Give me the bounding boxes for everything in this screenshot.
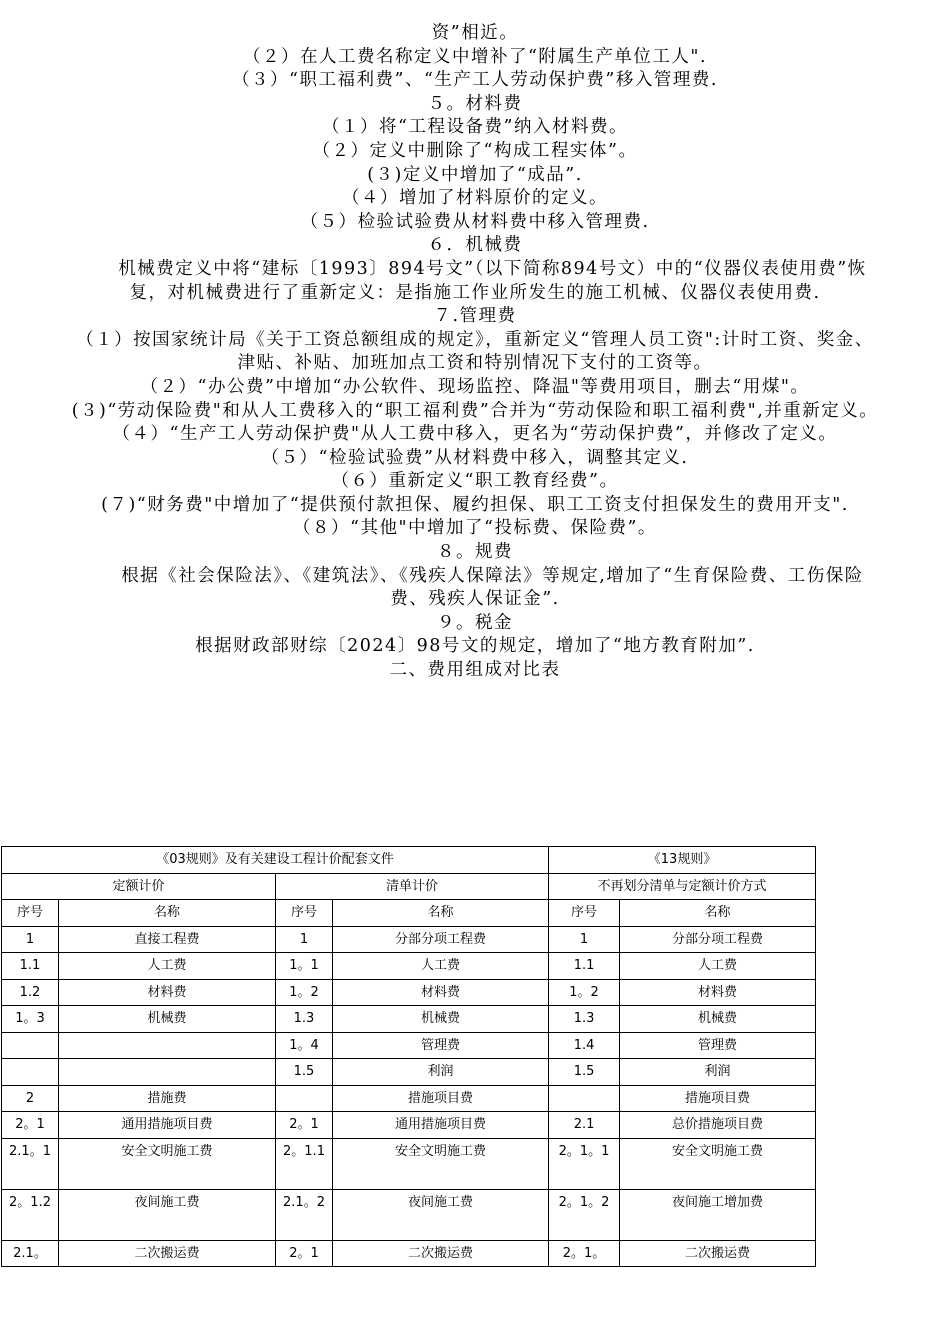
cell-no: 1.3 xyxy=(549,1006,620,1033)
cell-no: 1 xyxy=(2,926,59,953)
cell-name: 安全文明施工费 xyxy=(333,1138,549,1189)
cell-no: 2.1。 xyxy=(2,1240,59,1267)
cell-name: 夜间施工费 xyxy=(59,1189,276,1240)
cell-name: 分部分项工程费 xyxy=(333,926,549,953)
text-line: 资”相近。 xyxy=(431,23,519,43)
col-header-name: 名称 xyxy=(333,900,549,927)
cell-no: 1。4 xyxy=(276,1032,333,1059)
table-row xyxy=(2,953,816,980)
text-line: （２）在人工费名称定义中增补了“附属生产单位工人". xyxy=(242,46,708,67)
cell-no: 2 xyxy=(2,1085,59,1112)
cell-name: 二次搬运费 xyxy=(59,1240,276,1267)
cell-name: 管理费 xyxy=(333,1032,549,1059)
table-row xyxy=(2,1085,816,1112)
text-line: （６）重新定义“职工教育经费”。 xyxy=(331,471,619,492)
cell-name: 人工费 xyxy=(620,953,816,980)
cell-no: 2。1 xyxy=(2,1112,59,1139)
table-row xyxy=(2,979,816,1006)
table-subheader-row xyxy=(2,873,816,900)
cell-no: 2.1。2 xyxy=(276,1189,333,1240)
body-text xyxy=(70,22,880,683)
table-row xyxy=(2,1189,816,1240)
text-line: （４）增加了材料原价的定义。 xyxy=(342,188,608,209)
cell-no: 2。1.2 xyxy=(2,1189,59,1240)
cell-no: 2。1 xyxy=(276,1240,333,1267)
cell-name: 夜间施工费 xyxy=(333,1189,549,1240)
cell-no: 2.1 xyxy=(549,1112,620,1139)
cell-name: 安全文明施工费 xyxy=(620,1138,816,1189)
text-line: （１）将“工程设备费”纳入材料费。 xyxy=(322,117,628,138)
cell-name: 措施费 xyxy=(59,1085,276,1112)
col-header-no: 序号 xyxy=(276,900,333,927)
paragraph: (３)“劳动保险费"和从人工费移入的“职工福利费”合并为“劳动保险和职工福利费",并重新定义。 xyxy=(71,400,879,421)
cell-no: 1.3 xyxy=(276,1006,333,1033)
col-header-no: 序号 xyxy=(2,900,59,927)
paragraph: (７)“财务费"中增加了“提供预付款担保、履约担保、职工工资支付担保发生的费用开支". xyxy=(101,494,849,515)
table-row xyxy=(2,1006,816,1033)
cell-name: 管理费 xyxy=(620,1032,816,1059)
cell-no: 2。1.1 xyxy=(276,1138,333,1189)
cell-no xyxy=(2,1059,59,1086)
section-heading: ８。规费 xyxy=(437,542,513,563)
cell-name: 材料费 xyxy=(620,979,816,1006)
cell-name: 直接工程费 xyxy=(59,926,276,953)
header-13-rules: 《13规则》 xyxy=(549,847,816,874)
cell-no: 1。1 xyxy=(276,953,333,980)
cell-no: 2.1。1 xyxy=(2,1138,59,1189)
cell-no: 2。1。1 xyxy=(549,1138,620,1189)
paragraph: （４）“生产工人劳动保护费"从人工费中移入，更名为“劳动保护费”，并修改了定义。 xyxy=(112,424,838,445)
text-line: (３)定义中增加了“成品”. xyxy=(367,164,583,185)
cell-name: 二次搬运费 xyxy=(333,1240,549,1267)
table-row xyxy=(2,1138,816,1189)
cell-name: 利润 xyxy=(620,1059,816,1086)
cell-name: 机械费 xyxy=(59,1006,276,1033)
table-row xyxy=(2,926,816,953)
cell-no: 1.4 xyxy=(549,1032,620,1059)
header-03-rules: 《03规则》及有关建设工程计价配套文件 xyxy=(2,847,549,874)
text-line: （５）“检验试验费”从材料费中移入，调整其定义. xyxy=(261,447,689,468)
cell-no: 1。2 xyxy=(276,979,333,1006)
text-line: （８）“其他"中增加了“投标费、保险费”。 xyxy=(293,518,657,539)
text-line: （３）“职工福利费”、“生产工人劳动保护费”移入管理费. xyxy=(232,70,718,91)
cell-name: 二次搬运费 xyxy=(620,1240,816,1267)
cell-no: 1。3 xyxy=(2,1006,59,1033)
cell-no: 2。1。 xyxy=(549,1240,620,1267)
section-heading: ６．机械费 xyxy=(427,235,523,256)
cell-no: 1 xyxy=(276,926,333,953)
paragraph: （１）按国家统计局《关于工资总额组成的规定》，重新定义“管理人员工资":计时工资、奖金、津贴、补贴、加班加点工资和特别情况下支付的工资等。 xyxy=(76,329,874,374)
cell-name: 安全文明施工费 xyxy=(59,1138,276,1189)
header-quota-pricing: 定额计价 xyxy=(2,873,276,900)
header-list-pricing: 清单计价 xyxy=(276,873,549,900)
paragraph: 根据《社会保险法》、《建筑法》、《残疾人保障法》等规定,增加了“生育保险费、工伤保险费、残疾人保证金”. xyxy=(121,565,864,610)
text-line: （５）检验试验费从材料费中移入管理费. xyxy=(300,211,650,232)
cell-no: 1。2 xyxy=(549,979,620,1006)
cell-name: 材料费 xyxy=(59,979,276,1006)
cell-name: 人工费 xyxy=(333,953,549,980)
cell-name: 夜间施工增加费 xyxy=(620,1189,816,1240)
col-header-name: 名称 xyxy=(59,900,276,927)
text-line: （２）定义中删除了“构成工程实体”。 xyxy=(312,140,638,161)
cell-name: 机械费 xyxy=(620,1006,816,1033)
cell-no xyxy=(2,1032,59,1059)
cell-no: 1.5 xyxy=(276,1059,333,1086)
table-row xyxy=(2,1112,816,1139)
cell-no xyxy=(276,1085,333,1112)
text-line: 根据财政部财综〔2024〕98号文的规定，增加了“地方教育附加”. xyxy=(195,636,755,657)
cost-comparison-table xyxy=(1,846,816,1267)
cell-no: 1.2 xyxy=(2,979,59,1006)
table-row xyxy=(2,1032,816,1059)
cell-name: 机械费 xyxy=(333,1006,549,1033)
table-group-header-row xyxy=(2,847,816,874)
section-heading: ７.管理费 xyxy=(433,306,517,327)
cell-name: 利润 xyxy=(333,1059,549,1086)
cell-name xyxy=(59,1032,276,1059)
col-header-name: 名称 xyxy=(620,900,816,927)
cell-no: 1 xyxy=(549,926,620,953)
cell-name: 通用措施项目费 xyxy=(333,1112,549,1139)
table-row xyxy=(2,1059,816,1086)
cell-name xyxy=(59,1059,276,1086)
table-row xyxy=(2,1240,816,1267)
cell-no: 1.1 xyxy=(2,953,59,980)
section-heading: ９。税金 xyxy=(437,612,513,633)
table-column-header-row xyxy=(2,900,816,927)
cell-name: 材料费 xyxy=(333,979,549,1006)
cell-name: 总价措施项目费 xyxy=(620,1112,816,1139)
table-caption: 二、费用组成对比表 xyxy=(389,660,561,681)
cell-no: 1.5 xyxy=(549,1059,620,1086)
cell-no: 2。1。2 xyxy=(549,1189,620,1240)
col-header-no: 序号 xyxy=(549,900,620,927)
section-heading: ５。材料费 xyxy=(427,93,523,114)
cell-no: 1.1 xyxy=(549,953,620,980)
cell-name: 通用措施项目费 xyxy=(59,1112,276,1139)
cell-no xyxy=(549,1085,620,1112)
cell-no: 2。1 xyxy=(276,1112,333,1139)
paragraph: 机械费定义中将“建标〔1993〕894号文”（以下简称894号文）中的“仪器仪表使用费”恢复，对机械费进行了重新定义：是指施工作业所发生的施工机械、仪器仪表使用费. xyxy=(118,258,867,303)
header-13-method: 不再划分清单与定额计价方式 xyxy=(549,873,816,900)
cell-name: 措施项目费 xyxy=(620,1085,816,1112)
cell-name: 分部分项工程费 xyxy=(620,926,816,953)
cell-name: 措施项目费 xyxy=(333,1085,549,1112)
text-line: （２）“办公费”中增加“办公软件、现场监控、降温"等费用项目，删去“用煤"。 xyxy=(140,376,810,397)
cell-name: 人工费 xyxy=(59,953,276,980)
